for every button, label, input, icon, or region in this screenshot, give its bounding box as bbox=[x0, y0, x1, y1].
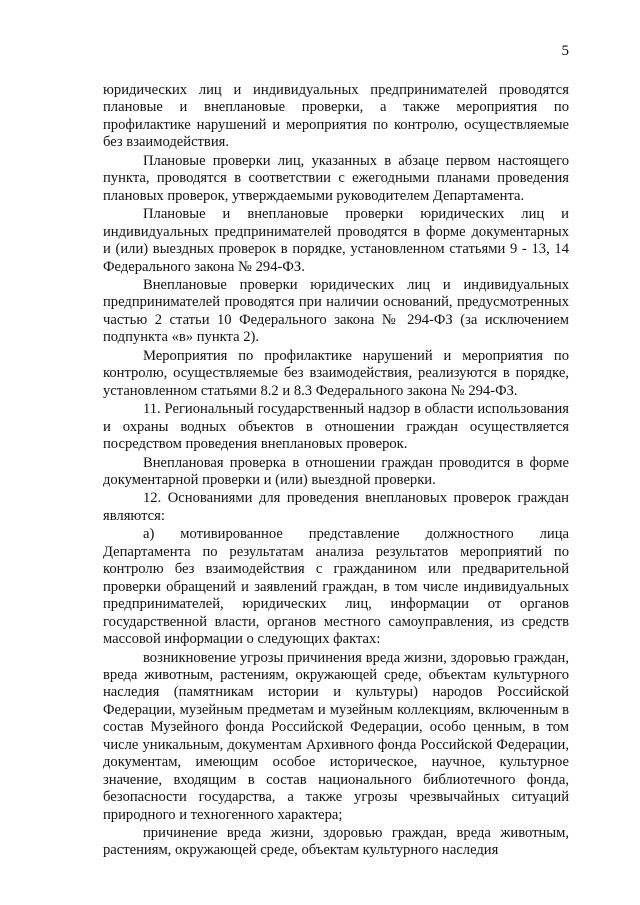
paragraph: юридических лиц и индивидуальных предпринимателей проводятся плановые и внеплановые проверки, а также мероприятия по профилактике нарушений и мероприятия по контролю, осуществляемые без взаимодействия. bbox=[103, 82, 569, 151]
paragraph: возникновение угрозы причинения вреда жизни, здоровью граждан, вреда животным, растениям, окружающей среде, объектам культурного наследия (памятникам истории и культуры) народов Российской Федерации, музейным предметам и музейным коллекциям, включенным в состав Музейного фонда Российской Федерации, особо ценным, в том числе уникальным, документам Архивного фонда Российской Федерации, документам, имеющим особое историческое, научное, культурное значение, входящим в состав национального библиотечного фонда, безопасности государства, а также угрозы чрезвычайных ситуаций природного и техногенного характера; bbox=[103, 649, 569, 823]
page-number: 5 bbox=[561, 43, 569, 59]
paragraph: Мероприятия по профилактике нарушений и мероприятия по контролю, осуществляемые без взаимодействия, реализуются в порядке, установленном статьями 8.2 и 8.3 Федерального закона № 294-ФЗ. bbox=[103, 347, 569, 399]
paragraph: а) мотивированное представление должностного лица Департамента по результатам анализа результатов мероприятий по контролю без взаимодействия с гражданином или предварительной проверки обращений и заявлений граждан, в том числе индивидуальных предпринимателей, юридических лиц, информации от органов государственной власти, органов местного самоуправления, из средств массовой информации о следующих фактах: bbox=[103, 526, 569, 648]
paragraph: Плановые и внеплановые проверки юридических лиц и индивидуальных предпринимателей проводятся в форме документарных и (или) выездных проверок в порядке, установленном статьями 9 - 13, 14 Федерального закона № 294-ФЗ. bbox=[103, 206, 569, 275]
paragraph: 11. Региональный государственный надзор в области использования и охраны водных объектов в отношении граждан осуществляется посредством проведения внеплановых проверок. bbox=[103, 401, 569, 453]
paragraph: Плановые проверки лиц, указанных в абзаце первом настоящего пункта, проводятся в соответствии с ежегодными планами проведения плановых проверок, утверждаемыми руководителем Департамента. bbox=[103, 152, 569, 204]
paragraph: Внеплановые проверки юридических лиц и индивидуальных предпринимателей проводятся при наличии оснований, предусмотренных частью 2 статьи 10 Федерального закона № 294-ФЗ (за исключением подпункта «в» пункта 2). bbox=[103, 276, 569, 346]
paragraph: Внеплановая проверка в отношении граждан проводится в форме документарной проверки и (или) выездной проверки. bbox=[103, 454, 569, 488]
paragraph: причинение вреда жизни, здоровью граждан, вреда животным, растениям, окружающей среде, объектам культурного наследия bbox=[103, 825, 569, 859]
paragraph: 12. Основаниями для проведения внеплановых проверок граждан являются: bbox=[103, 490, 569, 524]
document-body bbox=[103, 82, 569, 860]
